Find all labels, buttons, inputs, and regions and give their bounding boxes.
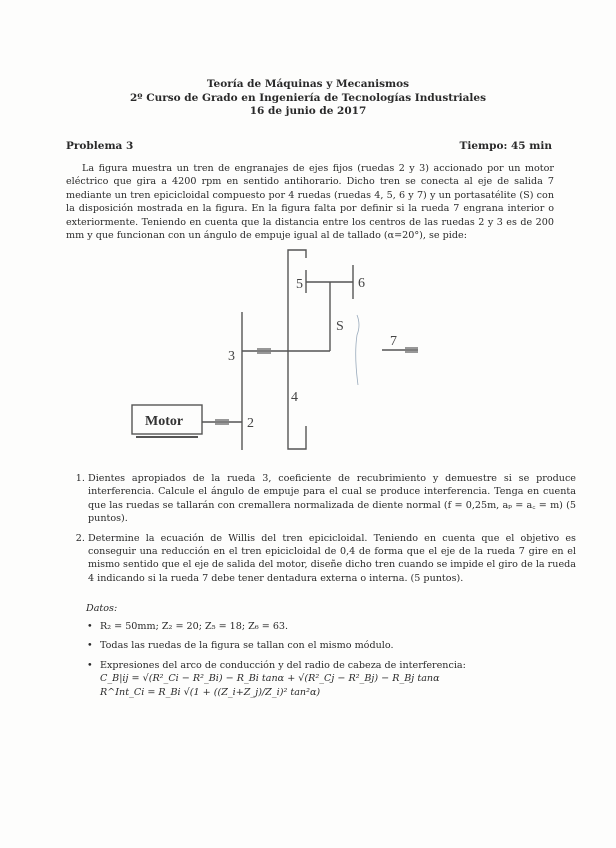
motor-label: Motor xyxy=(145,414,184,429)
question-1: 1. Dientes apropiados de la rueda 3, coeficiente de recubrimiento y demuestre si se produce interferencia. Calcule el ángulo de empuje para el cual se produce interferencia. Tenga en cuenta que las ruedas se tallarán con cremallera normalizada de diente normal (f = 0,25m, aₚ = a꜀ = m) (5 puntos). xyxy=(88,472,576,526)
pen-mark xyxy=(356,315,359,385)
label-gear-5: 5 xyxy=(296,277,303,292)
equation-conduction-arc: C_B|ij = √(R²_Ci − R²_Bi) − R_Bi tanα + √(R²_Cj − R²_Bj) − R_Bj tanα xyxy=(100,673,440,685)
datos-list xyxy=(86,620,560,705)
course-title: Teoría de Máquinas y Mecanismos xyxy=(206,78,410,90)
datos-label: Datos: xyxy=(86,603,118,614)
time-limit: Tiempo: 45 min xyxy=(459,140,552,152)
datos-item xyxy=(100,659,560,699)
label-gear-6: 6 xyxy=(358,276,365,291)
label-carrier: S xyxy=(336,319,344,334)
intro-paragraph: La figura muestra un tren de engranajes de ejes fijos (ruedas 2 y 3) accionado por un motor eléctrico que gira a 4200 rpm en sentido antihorario. Dicho tren se conecta al eje de salida 7 mediante un tren epicicloidal compuesto por 4 ruedas (ruedas 4, 5, 6 y 7) y un portasatélite (S) con la disposición mostrada en la figura. En la figura falta por definir si la rueda 7 engrana interior o exteriormente. Teniendo en cuenta que la distancia entre los centros de las ruedas 2 y 3 es de 200 mm y que funcionan con un ángulo de empuje igual al de tallado (α=20°), se pide: xyxy=(66,163,554,242)
label-gear-2: 2 xyxy=(247,416,254,431)
question-2: 2. Determine la ecuación de Willis del tren epicicloidal. Teniendo en cuenta que el objetivo es conseguir una reducción en el tren epicicloidal de 0,4 de forma que el eje de la rueda 7 gire en el mismo sentido que el eje de salida del motor, diseñe dicho tren cuando se impide el giro de la rueda 4 indicando si la rueda 7 debe tener dentadura externa o interna. (5 puntos). xyxy=(88,532,576,586)
datos-item: • Todas las ruedas de la figura se tallan con el mismo módulo. xyxy=(100,639,560,652)
label-gear-4: 4 xyxy=(291,390,298,405)
datos-item: • R₂ = 50mm; Z₂ = 20; Z₅ = 18; Z₆ = 63. xyxy=(100,620,560,633)
exam-date: 16 de junio de 2017 xyxy=(249,105,367,117)
equation-interference-radius: R^Int_Ci = R_Bi √(1 + ((Z_i+Z_j)/Z_i)² tan²α) xyxy=(100,686,321,698)
degree-title: 2º Curso de Grado en Ingeniería de Tecnologías Industriales xyxy=(130,91,486,104)
problem-title: Problema 3 xyxy=(66,140,134,152)
label-gear-7: 7 xyxy=(390,334,397,349)
questions-list xyxy=(66,472,576,591)
label-gear-3: 3 xyxy=(228,349,235,364)
datos-item-text: Expresiones del arco de conducción y del radio de cabeza de interferencia: xyxy=(100,659,466,671)
